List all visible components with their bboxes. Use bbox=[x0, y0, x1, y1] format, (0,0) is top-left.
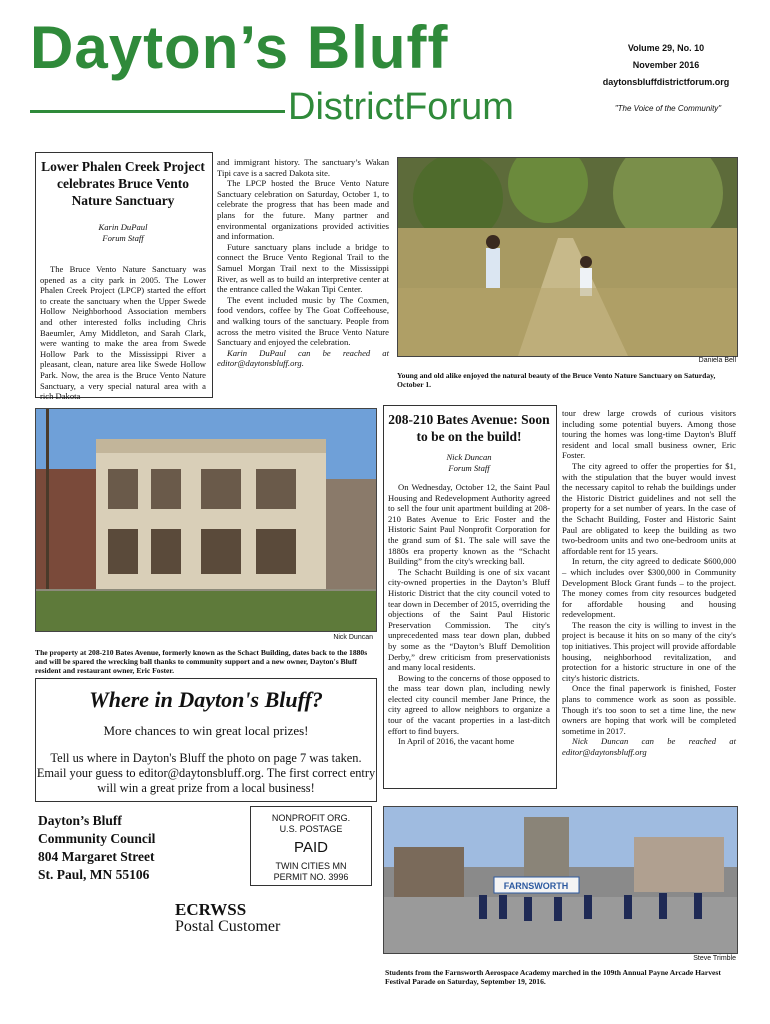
permit-line2: U.S. POSTAGE bbox=[279, 824, 343, 834]
story1-author-title: Forum Staff bbox=[102, 233, 144, 243]
permit-line1: NONPROFIT ORG. bbox=[271, 813, 351, 823]
photo3-credit: Steve Trimble bbox=[693, 955, 736, 962]
address-org2: Community Council bbox=[38, 831, 156, 846]
story2-column2 bbox=[562, 408, 736, 758]
ecrwss-label: ECRWSS bbox=[175, 900, 247, 919]
story2-paragraph: In return, the city agreed to dedicate $600,000 – which includes over $300,000 in Community Development Block Grant funds – to the project. The money comes from city resources budgeted for affordable housing and housing redevelopment. bbox=[562, 556, 736, 620]
masthead-title: Dayton’s Bluff bbox=[30, 14, 449, 81]
bates-building-photo bbox=[35, 408, 377, 632]
story1-contact: Karin DuPaul can be reached at editor@daytonsbluff.org. bbox=[217, 347, 389, 369]
where-contest-box bbox=[35, 678, 377, 802]
story2-author: Nick Duncan bbox=[446, 452, 492, 462]
story1-column1 bbox=[40, 264, 206, 402]
permit-paid: PAID bbox=[294, 839, 328, 856]
bates-building-image bbox=[36, 409, 376, 631]
story1-column2 bbox=[217, 157, 389, 369]
story1-paragraph: and immigrant history. The sanctuary’s Wakan Tipi cave is a sacred Dakota site. bbox=[217, 157, 389, 178]
story2-paragraph: tour drew large crowds of curious visitors including some potential buyers. Among those touring the homes was long-time Dayton's Bluff resident and local small business owner, Eric Foster. bbox=[562, 408, 736, 461]
parade-banner-text: FARNSWORTH bbox=[503, 881, 569, 891]
story1-headline: Lower Phalen Creek Project celebrates Bruce Vento Nature Sanctuary bbox=[41, 159, 205, 208]
issue-info bbox=[596, 40, 736, 91]
story1-paragraph: The event included music by The Coxmen, food vendors, coffee by The Goat Coffeehouse, and walking tours of the sanctuary. People from across the metro visited the Bruce Vento Nature Sanctuary and enjoyed the celebration. bbox=[217, 294, 389, 348]
address-org1: Dayton’s Bluff bbox=[38, 813, 122, 828]
permit-line4: PERMIT NO. 3996 bbox=[273, 872, 349, 882]
story1-paragraph: Future sanctuary plans include a bridge to connect the Bruce Vento Regional Trail to the Samuel Morgan Trail next to the Mississippi River, as well as to build an interpretive center at the entrance called the Wakan Tipi Center. bbox=[217, 241, 389, 295]
story2-paragraph: The city agreed to offer the properties for $1, with the stipulation that the buyer would invest the necessary capitol to rehab the buildings under the Historic District guidelines and not sell the property for a set number of years. In the case of the Schacht Building, Foster and Historic Saint Paul are obligated to keep the building as two two-bedroom units and two one-bedroom units at affordable rent for 15 years. bbox=[562, 460, 736, 556]
postage-permit bbox=[250, 806, 372, 886]
photo3-caption: Students from the Farnsworth Aerospace Academy marched in the 109th Annual Payne Arcade Harvest Festival Parade on Saturday, September 19, 2016. bbox=[385, 968, 721, 986]
story2-contact: Nick Duncan can be reached at editor@daytonsbluff.org bbox=[562, 736, 736, 757]
story2-paragraph: The Schacht Building is one of six vacant city-owned properties in the Dayton’s Bluff Historic District that the city council voted to tear down in December of 2015, overriding the objections of the Saint Paul Historic Preservation Commission. The city's unprecedented mass tear down plan, dubbed by some as the “Dayton’s Bluff Demolition Derby,” drew criticism from preservationists and many local residents. bbox=[388, 566, 550, 673]
photo2-credit: Nick Duncan bbox=[333, 634, 373, 641]
story1-paragraph: The Bruce Vento Nature Sanctuary was opened as a city park in 2005. The Lower Phalen Creek Project (LPCP) started the effort to create the sanctuary when the Upper Swede Hollow Neighborhood Association members and other interested folks including Chris Baeumler, Amy Middleton, and Sarah Clark, were wanting to make the area from Swede Hollow Park to the Mississippi River a pleasant, clean, nature area like Swede Hollow Park. Now, the area is the Bruce Vento Nature Sanctuary, a very special natural area with a rich Dakota bbox=[40, 264, 206, 402]
tagline: "The Voice of the Community" bbox=[614, 104, 722, 113]
story2-paragraph: The reason the city is willing to invest in the project is because it hits on so many of the city's top initiatives. This project will provide affordable housing, neighborhood revitalization, and protection for a historic structure in one of the city's historic districts. bbox=[562, 619, 736, 683]
return-address bbox=[38, 812, 155, 884]
where-heading: Where in Dayton's Bluff? bbox=[89, 687, 323, 712]
parade-photo bbox=[383, 806, 738, 954]
where-line1: More chances to win great local prizes! bbox=[103, 723, 309, 738]
volume-label: Volume 29, No. 10 bbox=[627, 43, 705, 53]
story2-paragraph: Once the final paperwork is finished, Foster plans to commence work as soon as possible. Though it's too soon to set a time line, the new owners are hoping that work will be completed sometime in 2017. bbox=[562, 683, 736, 736]
story2-author-title: Forum Staff bbox=[448, 463, 490, 473]
issue-date: November 2016 bbox=[632, 60, 700, 70]
story1-paragraph: The LPCP hosted the Bruce Vento Nature Sanctuary celebration on Saturday, October 1, to celebrate the progress that has been made and plans for the future. Many partner and environmental organizations provided activities and information. bbox=[217, 178, 389, 242]
sanctuary-photo-image bbox=[398, 158, 737, 356]
masthead-subtitle: DistrictForum bbox=[288, 86, 514, 128]
address-city: St. Paul, MN 55106 bbox=[38, 867, 150, 882]
story1-author: Karin DuPaul bbox=[98, 222, 148, 232]
photo1-credit: Daniela Bell bbox=[698, 357, 736, 364]
website-link[interactable]: daytonsbluffdistrictforum.org bbox=[602, 77, 730, 87]
address-street: 804 Margaret Street bbox=[38, 849, 155, 864]
story2-byline bbox=[388, 452, 550, 474]
photo1-caption: Young and old alike enjoyed the natural beauty of the Bruce Vento Nature Sanctuary on Saturday, October 1. bbox=[397, 371, 716, 389]
where-line2: Tell us where in Dayton's Bluff the photo on page 7 was taken. Email your guess to editor@daytonsbluff.org. The first correct entry will win a great prize from a local business! bbox=[36, 751, 376, 795]
masthead-rule bbox=[30, 110, 285, 113]
story2-paragraph: In April of 2016, the vacant home bbox=[398, 736, 515, 747]
parade-image bbox=[384, 807, 737, 953]
story2-paragraph: Bowing to the concerns of those opposed to the mass tear down plan, including newly elected city council member Jane Prince, the city agreed to allow neighbors to organize a tour of the vacant properties in a last-ditch effort to find buyers. bbox=[388, 672, 550, 736]
story2-paragraph: On Wednesday, October 12, the Saint Paul Housing and Redevelopment Authority agreed to sell the four unit apartment building at 208-210 Bates Avenue to Eric Foster and the Historic Saint Paul Nonprofit Corporation for the grand sum of $1. The sale will save the 1880s era property known as the “Schacht Building” from the city's wrecking ball. bbox=[388, 482, 550, 567]
permit-line3: TWIN CITIES MN bbox=[275, 861, 347, 871]
sanctuary-photo bbox=[397, 157, 738, 357]
story2-column1 bbox=[388, 482, 550, 747]
story1-byline bbox=[40, 222, 206, 244]
photo2-caption: The property at 208-210 Bates Avenue, formerly known as the Schact Building, dates back to the 1880s and will be spared the wrecking ball thanks to community support and a new owner, Dayton's Bluff resident and restaurant owner, Eric Foster. bbox=[35, 648, 368, 675]
postal-customer-label: Postal Customer bbox=[175, 918, 281, 935]
story2-headline: 208-210 Bates Avenue: Soon to be on the build! bbox=[388, 412, 550, 444]
